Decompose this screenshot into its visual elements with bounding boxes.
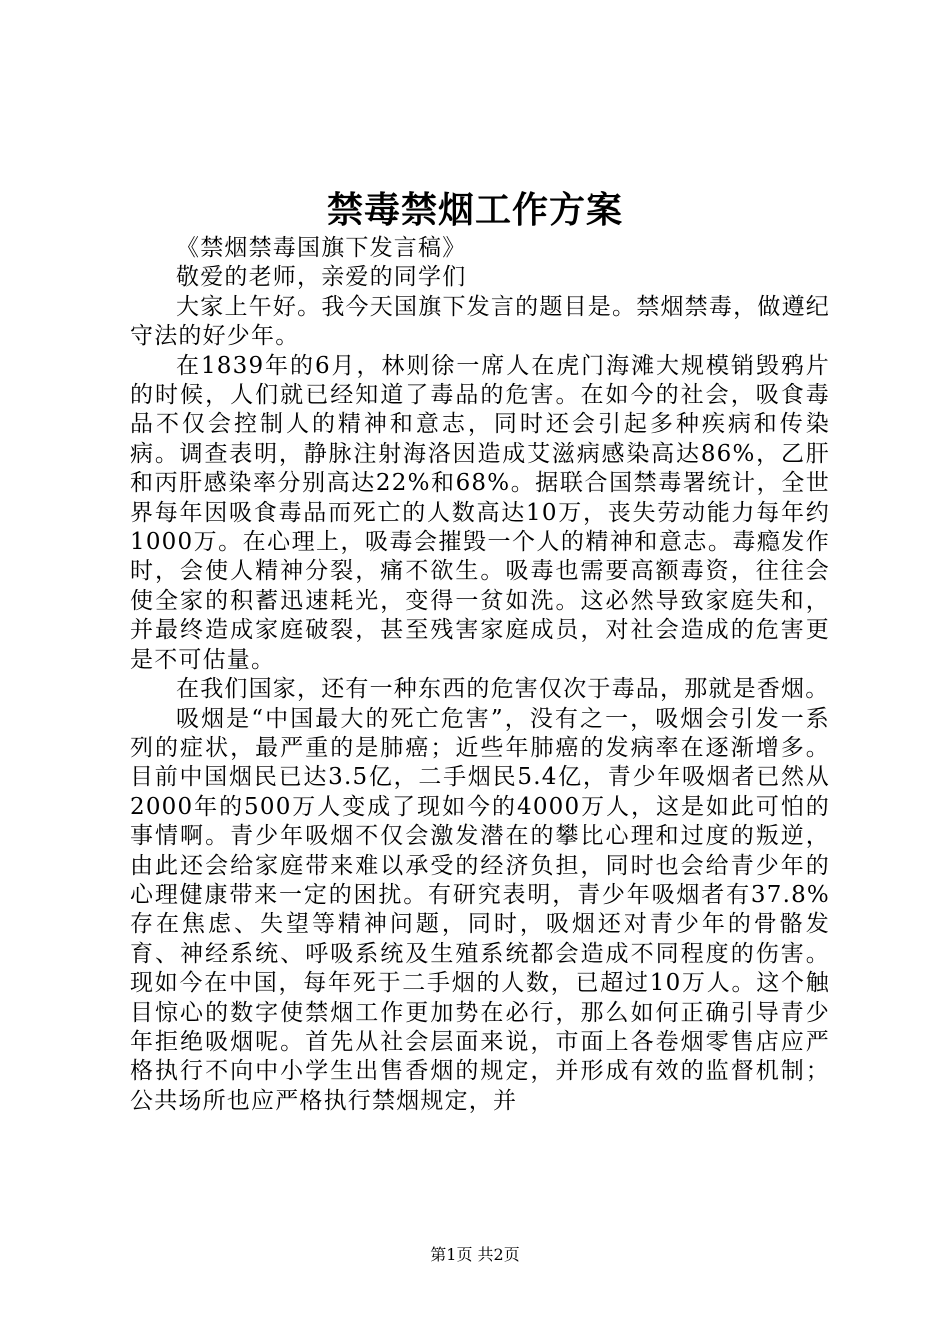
greeting-paragraph: 敬爱的老师，亲爱的同学们 [176,264,467,291]
opening-paragraph: 大家上午好。我今天国旗下发言的题目是。禁烟禁毒，做遵纪守法的好少年。 [130,293,830,350]
document-body [130,234,830,1116]
speech-title-paragraph: 《禁烟禁毒国旗下发言稿》 [176,235,467,261]
smoking-harm-paragraph: 吸烟是“中国最大的死亡危害”，没有之一，吸烟会引发一系列的症状，最严重的是肺癌；近些年肺癌的发病率在逐渐增多。目前中国烟民已达3.5亿，二手烟民5.4亿，青少年吸烟者已然从2000年的500万人变成了现如今的4000万人，这是如此可怕的事情啊。青少年吸烟不仅会激发潜在的攀比心理和过度的叛逆，由此还会给家庭带来难以承受的经济负担，同时也会给青少年的心理健康带来一定的困扰。有研究表明，青少年吸烟者有37.8%存在焦虑、失望等精神问题，同时，吸烟还对青少年的骨骼发育、神经系统、呼吸系统及生殖系统都会造成不同程度的伤害。现如今在中国，每年死于二手烟的人数，已超过10万人。这个触目惊心的数字使禁烟工作更加势在必行，那么如何正确引导青少年拒绝吸烟呢。首先从社会层面来说，市面上各卷烟零售店应严格执行不向中小学生出售香烟的规定，并形成有效的监督机制；公共场所也应严格执行禁烟规定，并 [130,705,830,1114]
drug-harm-paragraph: 在1839年的6月，林则徐一席人在虎门海滩大规模销毁鸦片的时候，人们就已经知道了毒品的危害。在如今的社会，吸食毒品不仅会控制人的精神和意志，同时还会引起多种疾病和传染病。调查表明，静脉注射海洛因造成艾滋病感染高达86%，乙肝和丙肝感染率分别高达22%和68%。据联合国禁毒署统计，全世界每年因吸食毒品而死亡的人数高达10万，丧失劳动能力每年约1000万。在心理上，吸毒会摧毁一个人的精神和意志。毒瘾发作时，会使人精神分裂，痛不欲生。吸毒也需要高额毒资，往往会使全家的积蓄迅速耗光，变得一贫如洗。这必然导致家庭失和，并最终造成家庭破裂，甚至残害家庭成员，对社会造成的危害更是不可估量。 [130,352,830,673]
document-title: 禁毒禁烟工作方案 [326,189,623,231]
tobacco-intro-paragraph: 在我们国家，还有一种东西的危害仅次于毒品，那就是香烟。 [176,676,830,703]
page-number-footer: 第1页 共2页 [430,1245,520,1264]
